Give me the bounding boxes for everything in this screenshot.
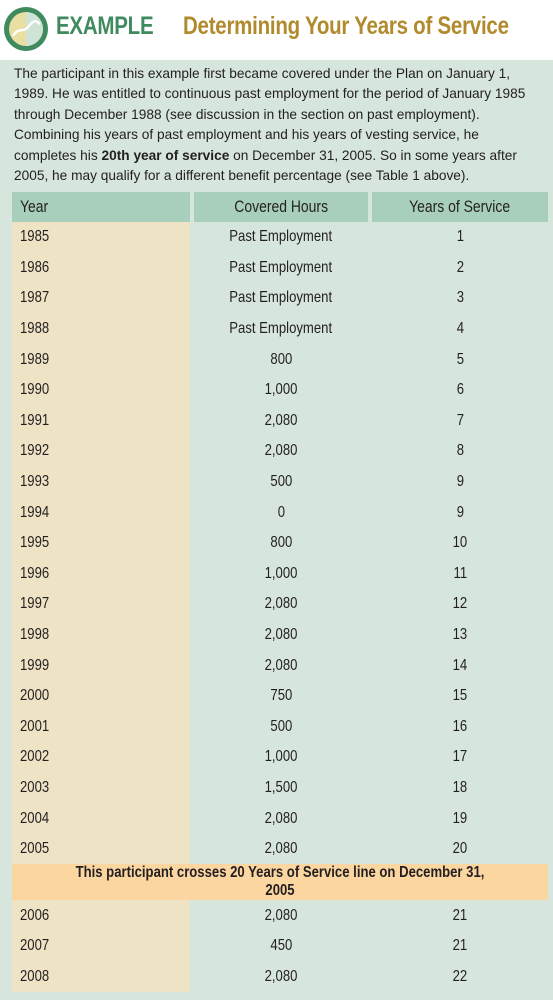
intro-text-1: The participant in this example first became covered under the Plan on January 1, 1989. He was entitled to continuous past employment for the period of January 1985 through December 1988 (see discussion in the section on past employment). Combining his years of past employment and his years of vesting service, he completes his <box>14 66 526 163</box>
covered-hours-cell: 750 <box>270 687 292 705</box>
year-cell: 1999 <box>12 650 190 681</box>
year-cell: 2004 <box>12 803 190 834</box>
table-row <box>12 467 548 498</box>
covered-hours-cell: 500 <box>270 473 292 491</box>
intro-bold-text: 20th year of service <box>101 147 230 163</box>
year-cell: 1990 <box>12 375 190 406</box>
years-of-service-cell: 20 <box>452 840 468 858</box>
year-cell: 2007 <box>12 931 190 962</box>
year-cell: 1987 <box>12 283 190 314</box>
table-row <box>12 962 548 993</box>
table-row <box>12 406 548 437</box>
table-row <box>12 589 548 620</box>
covered-hours-cell: 2,080 <box>264 442 298 460</box>
year-cell: 1995 <box>12 528 190 559</box>
table-row <box>12 375 548 406</box>
covered-hours-cell: 450 <box>270 937 292 955</box>
covered-hours-cell: 1,000 <box>264 381 298 399</box>
year-cell: 1991 <box>12 406 190 437</box>
year-cell: 2001 <box>12 712 190 743</box>
table-row <box>12 681 548 712</box>
page-title <box>56 12 553 41</box>
milestone-note: This participant crosses 20 Years of Service line on December 31, 2005 <box>12 864 548 900</box>
table-row <box>12 931 548 962</box>
year-cell: 1988 <box>12 314 190 345</box>
year-cell: 1998 <box>12 620 190 651</box>
year-cell: 1986 <box>12 253 190 284</box>
year-cell: 1989 <box>12 344 190 375</box>
covered-hours-cell: 0 <box>277 503 285 521</box>
years-of-service-cell: 11 <box>453 564 467 582</box>
covered-hours-cell: Past Employment <box>229 228 333 246</box>
covered-hours-cell: 2,080 <box>264 656 298 674</box>
table-row <box>12 283 548 314</box>
year-cell: 2005 <box>12 834 190 865</box>
years-of-service-cell: 21 <box>452 906 468 924</box>
years-of-service-cell: 18 <box>452 778 468 796</box>
column-header-years-of-service: Years of Service <box>372 192 548 222</box>
column-header-year: Year <box>12 192 190 222</box>
years-of-service-cell: 1 <box>456 228 464 246</box>
covered-hours-cell: 2,080 <box>264 840 298 858</box>
table-row <box>12 742 548 773</box>
covered-hours-cell: 800 <box>270 350 292 368</box>
year-cell: 1985 <box>12 222 190 253</box>
year-cell: 1996 <box>12 559 190 590</box>
table-row <box>12 620 548 651</box>
covered-hours-cell: Past Employment <box>229 289 333 307</box>
table-row <box>12 253 548 284</box>
years-of-service-cell: 9 <box>456 473 464 491</box>
intro-text-2: on December 31, 2005. So in some years after 2005, he may qualify for a different benefit percentage (see Table 1 above). <box>14 147 517 184</box>
years-of-service-cell: 8 <box>456 442 464 460</box>
table-row <box>12 314 548 345</box>
covered-hours-cell: 500 <box>270 717 292 735</box>
table-row <box>12 222 548 253</box>
leaf-chart-logo-icon <box>4 7 48 51</box>
years-of-service-cell: 9 <box>456 503 464 521</box>
years-of-service-cell: 14 <box>452 656 468 674</box>
years-of-service-cell: 15 <box>452 687 468 705</box>
years-of-service-cell: 5 <box>456 350 464 368</box>
header-bar <box>0 0 553 60</box>
year-cell: 1992 <box>12 436 190 467</box>
years-of-service-cell: 22 <box>452 967 468 985</box>
covered-hours-cell: 1,500 <box>264 778 298 796</box>
covered-hours-cell: 2,080 <box>264 967 298 985</box>
year-cell: 2002 <box>12 742 190 773</box>
year-cell: 2000 <box>12 681 190 712</box>
table-row <box>12 650 548 681</box>
years-of-service-cell: 10 <box>452 534 468 552</box>
years-of-service-cell: 17 <box>452 748 468 766</box>
table-header-row <box>12 192 548 222</box>
year-cell: 1994 <box>12 497 190 528</box>
title-text: Determining Your Years of Service <box>182 12 509 40</box>
covered-hours-cell: 2,080 <box>264 626 298 644</box>
year-cell: 1997 <box>12 589 190 620</box>
years-of-service-cell: 21 <box>452 937 468 955</box>
years-of-service-cell: 16 <box>452 717 468 735</box>
years-of-service-cell: 6 <box>456 381 464 399</box>
table-row <box>12 834 548 865</box>
years-of-service-cell: 12 <box>452 595 468 613</box>
table-row <box>12 497 548 528</box>
milestone-note-row <box>12 864 548 900</box>
title-keyword: EXAMPLE <box>56 12 154 40</box>
year-cell: 1993 <box>12 467 190 498</box>
covered-hours-cell: 800 <box>270 534 292 552</box>
table-row <box>12 900 548 931</box>
years-of-service-table <box>12 192 548 992</box>
covered-hours-cell: 2,080 <box>264 595 298 613</box>
year-cell: 2008 <box>12 962 190 993</box>
table-row <box>12 559 548 590</box>
table-row <box>12 773 548 804</box>
table-row <box>12 528 548 559</box>
years-of-service-cell: 4 <box>456 320 464 338</box>
table-row <box>12 712 548 743</box>
table-row <box>12 436 548 467</box>
covered-hours-cell: 1,000 <box>264 564 298 582</box>
years-of-service-cell: 19 <box>452 809 468 827</box>
intro-paragraph <box>14 64 544 186</box>
years-of-service-cell: 2 <box>456 258 464 276</box>
covered-hours-cell: Past Employment <box>229 320 333 338</box>
years-of-service-cell: 13 <box>452 626 468 644</box>
years-of-service-cell: 3 <box>456 289 464 307</box>
table-row <box>12 803 548 834</box>
years-of-service-cell: 7 <box>456 411 464 429</box>
covered-hours-cell: Past Employment <box>229 258 333 276</box>
year-cell: 2003 <box>12 773 190 804</box>
covered-hours-cell: 2,080 <box>264 411 298 429</box>
year-cell: 2006 <box>12 900 190 931</box>
covered-hours-cell: 2,080 <box>264 809 298 827</box>
covered-hours-cell: 2,080 <box>264 906 298 924</box>
column-header-covered-hours: Covered Hours <box>194 192 368 222</box>
table-row <box>12 344 548 375</box>
covered-hours-cell: 1,000 <box>264 748 298 766</box>
